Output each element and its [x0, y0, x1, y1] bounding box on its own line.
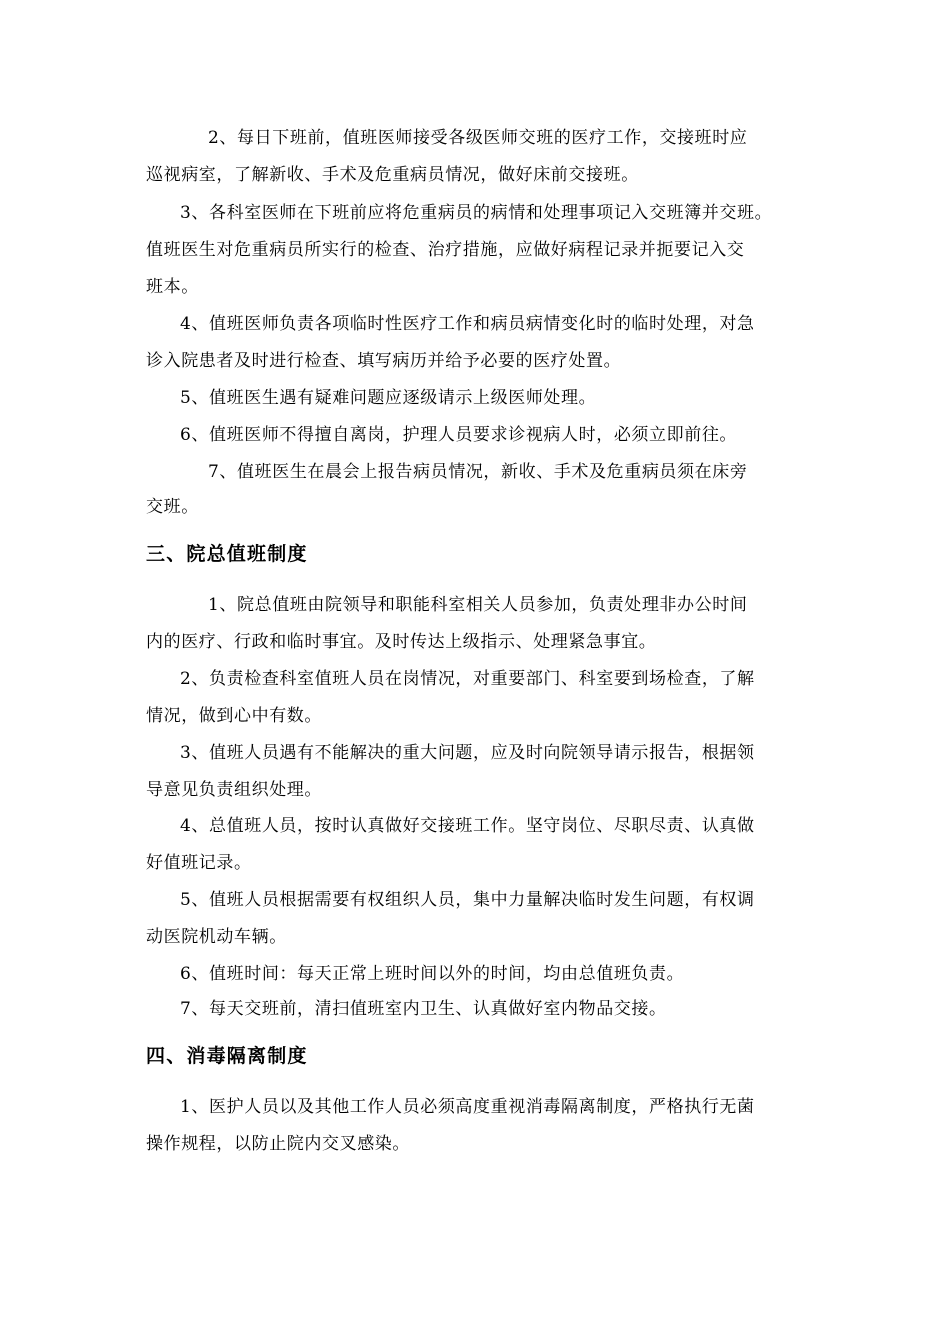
paragraph-line: 值班医生对危重病员所实行的检查、治疗措施，应做好病程记录并扼要记入交: [146, 240, 745, 260]
paragraph-line: 6、值班时间：每天正常上班时间以外的时间，均由总值班负责。: [180, 964, 685, 984]
paragraph-line: 1、医护人员以及其他工作人员必须高度重视消毒隔离制度，严格执行无菌: [180, 1097, 755, 1117]
paragraph-line: 1、院总值班由院领导和职能科室相关人员参加，负责处理非办公时间: [208, 595, 748, 615]
paragraph-line: 动医院机动车辆。: [146, 927, 287, 947]
paragraph-line: 操作规程，以防止院内交叉感染。: [146, 1134, 410, 1154]
paragraph-line: 5、值班人员根据需要有权组织人员，集中力量解决临时发生问题，有权调: [180, 890, 755, 910]
paragraph-line: 导意见负责组织处理。: [146, 780, 322, 800]
paragraph-line: 2、负责检查科室值班人员在岗情况，对重要部门、科室要到场检查，了解: [180, 669, 755, 689]
paragraph-line: 7、值班医生在晨会上报告病员情况，新收、手术及危重病员须在床旁: [208, 462, 748, 482]
paragraph-line: 班本。: [146, 277, 199, 297]
paragraph-line: 6、值班医师不得擅自离岗，护理人员要求诊视病人时，必须立即前往。: [180, 425, 738, 445]
paragraph-line: 情况，做到心中有数。: [146, 706, 322, 726]
section-heading: 四、消毒隔离制度: [146, 1045, 308, 1067]
paragraph-line: 交班。: [146, 497, 199, 517]
paragraph-line: 诊入院患者及时进行检查、填写病历并给予必要的医疗处置。: [146, 351, 622, 371]
paragraph-line: 4、总值班人员，按时认真做好交接班工作。坚守岗位、尽职尽责、认真做: [180, 816, 755, 836]
paragraph-line: 内的医疗、行政和临时事宜。及时传达上级指示、处理紧急事宜。: [146, 632, 657, 652]
paragraph-line: 巡视病室，了解新收、手术及危重病员情况，做好床前交接班。: [146, 165, 639, 185]
paragraph-line: 5、值班医生遇有疑难问题应逐级请示上级医师处理。: [180, 388, 597, 408]
paragraph-line: 4、值班医师负责各项临时性医疗工作和病员病情变化时的临时处理，对急: [180, 314, 755, 334]
section-heading: 三、院总值班制度: [146, 543, 308, 565]
paragraph-line: 3、各科室医师在下班前应将危重病员的病情和处理事项记入交班簿并交班。: [180, 203, 773, 223]
paragraph-line: 3、值班人员遇有不能解决的重大问题，应及时向院领导请示报告，根据领: [180, 743, 755, 763]
paragraph-line: 好值班记录。: [146, 853, 252, 873]
paragraph-line: 7、每天交班前，清扫值班室内卫生、认真做好室内物品交接。: [180, 999, 667, 1019]
paragraph-line: 2、每日下班前，值班医师接受各级医师交班的医疗工作，交接班时应: [208, 128, 748, 148]
